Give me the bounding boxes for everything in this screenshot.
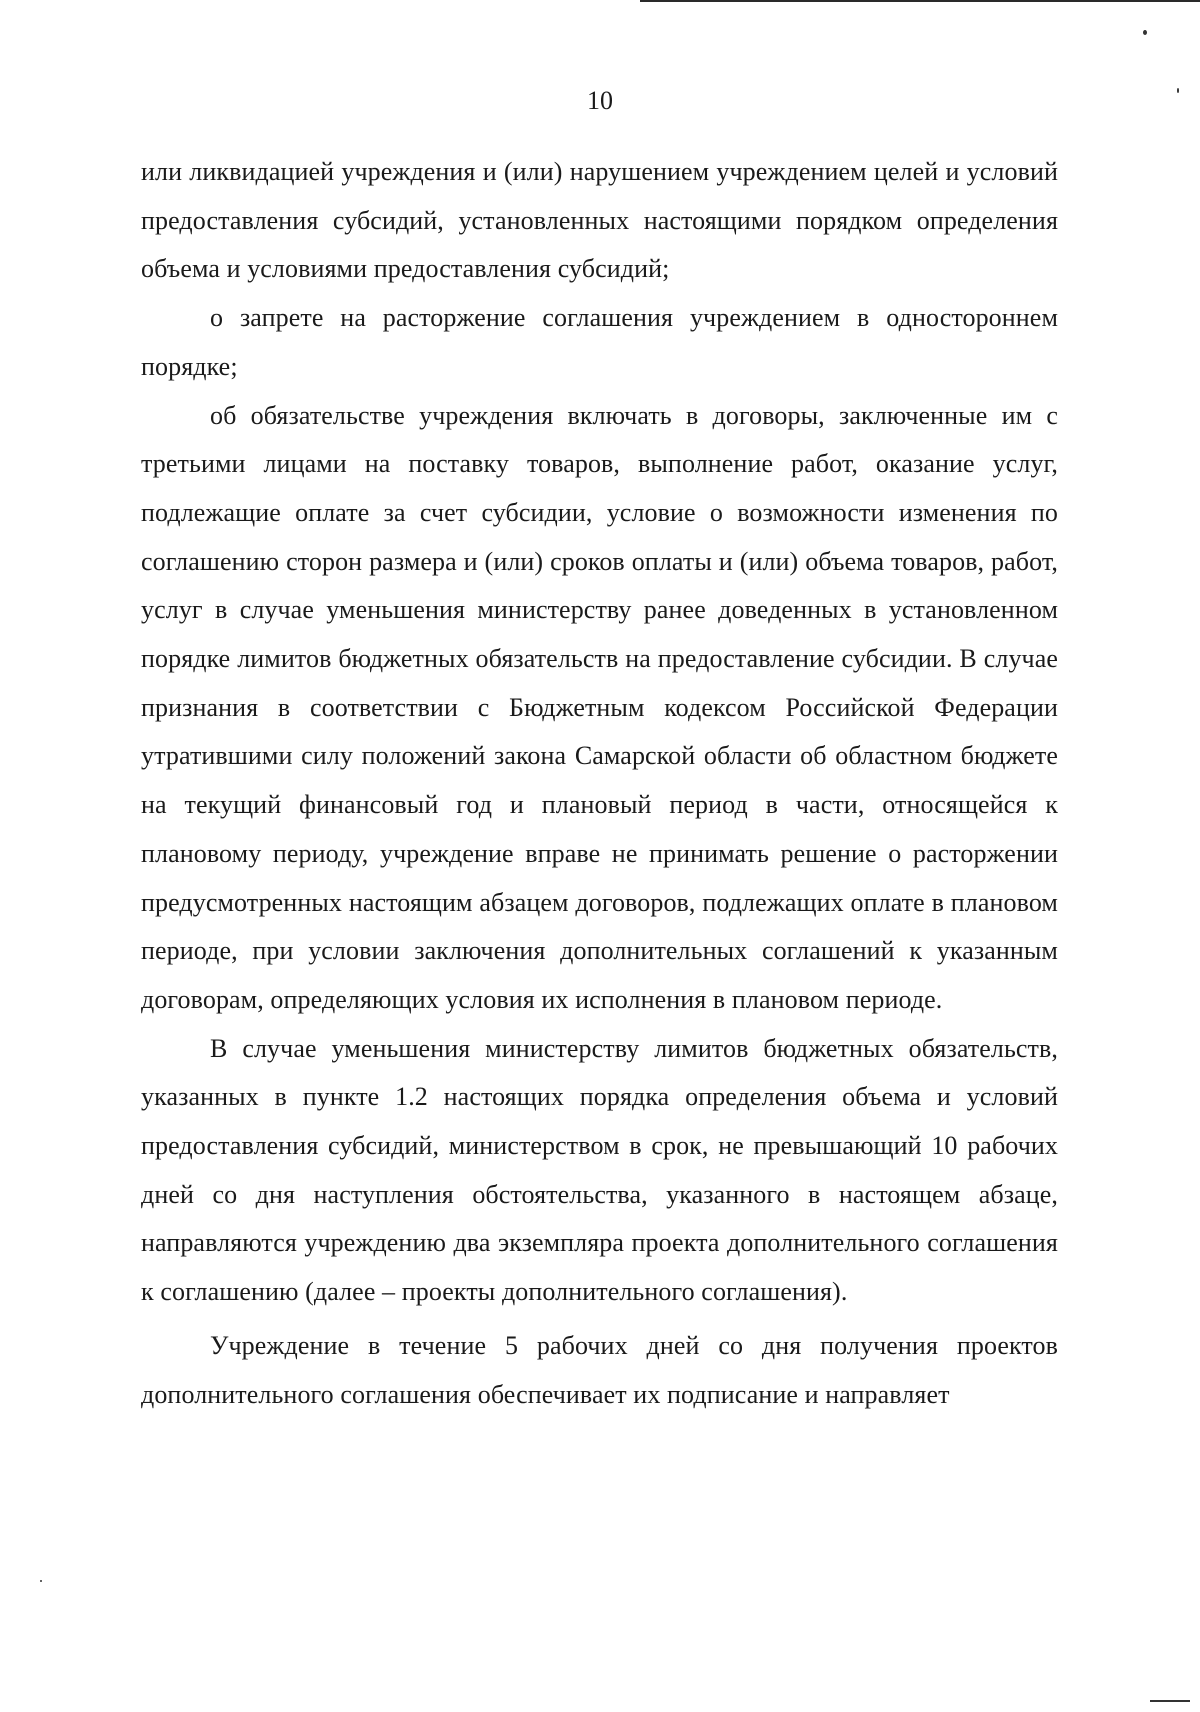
paragraph-ban-termination: о запрете на расторжение соглашения учреждением в одностороннем порядке; bbox=[141, 303, 1058, 381]
paragraph-continuation: или ликвидацией учреждения и (или) нарушением учреждением целей и условий предоставления субсидий, установленных настоящими порядком определения объема и условиями предоставления субсидий; bbox=[141, 157, 1058, 284]
paragraph-obligation: об обязательстве учреждения включать в договоры, заключенные им с третьими лицами на поставку товаров, выполнение работ, оказание услуг, подлежащие оплате за счет субсидии, условие о возможности изменения по соглашению сторон размера и (или) сроков оплаты и (или) объема товаров, работ, услуг в случае уменьшения министерству ранее доведенных в установленном порядке лимитов бюджетных обязательств на предоставление субсидии. В случае признания в соответствии с Бюджетным кодексом Российской Федерации утратившими силу положений закона Самарской области об областном бюджете на текущий финансовый год и плановый период в части, относящейся к плановому периоду, учреждение вправе не принимать решение о расторжении предусмотренных настоящим абзацем договоров, подлежащих оплате в плановом периоде, при условии заключения дополнительных соглашений к указанным договорам, определяющих условия их исполнения в плановом периоде. bbox=[141, 400, 1058, 1014]
scan-edge-line bbox=[640, 0, 1200, 2]
paragraph-institution: Учреждение в течение 5 рабочих дней со дня получения проектов дополнительного соглашения обеспечивает их подписание и направляет bbox=[141, 1330, 1058, 1409]
scan-speck bbox=[1143, 30, 1147, 35]
scan-speck bbox=[40, 1580, 42, 1582]
page-number: 10 bbox=[587, 86, 613, 115]
paragraph-reduction: В случае уменьшения министерству лимитов бюджетных обязательств, указанных в пункте 1.2 настоящих порядка определения объема и условий предоставления субсидий, министерством в срок, не превышающий 10 рабочих дней со дня наступления обстоятельства, указанного в настоящем абзаце, направляются учреждению два экземпляра проекта дополнительного соглашения к соглашению (далее – проекты дополнительного соглашения). bbox=[141, 1033, 1058, 1307]
scan-speck bbox=[1150, 1700, 1190, 1702]
document-body bbox=[141, 148, 1058, 1419]
